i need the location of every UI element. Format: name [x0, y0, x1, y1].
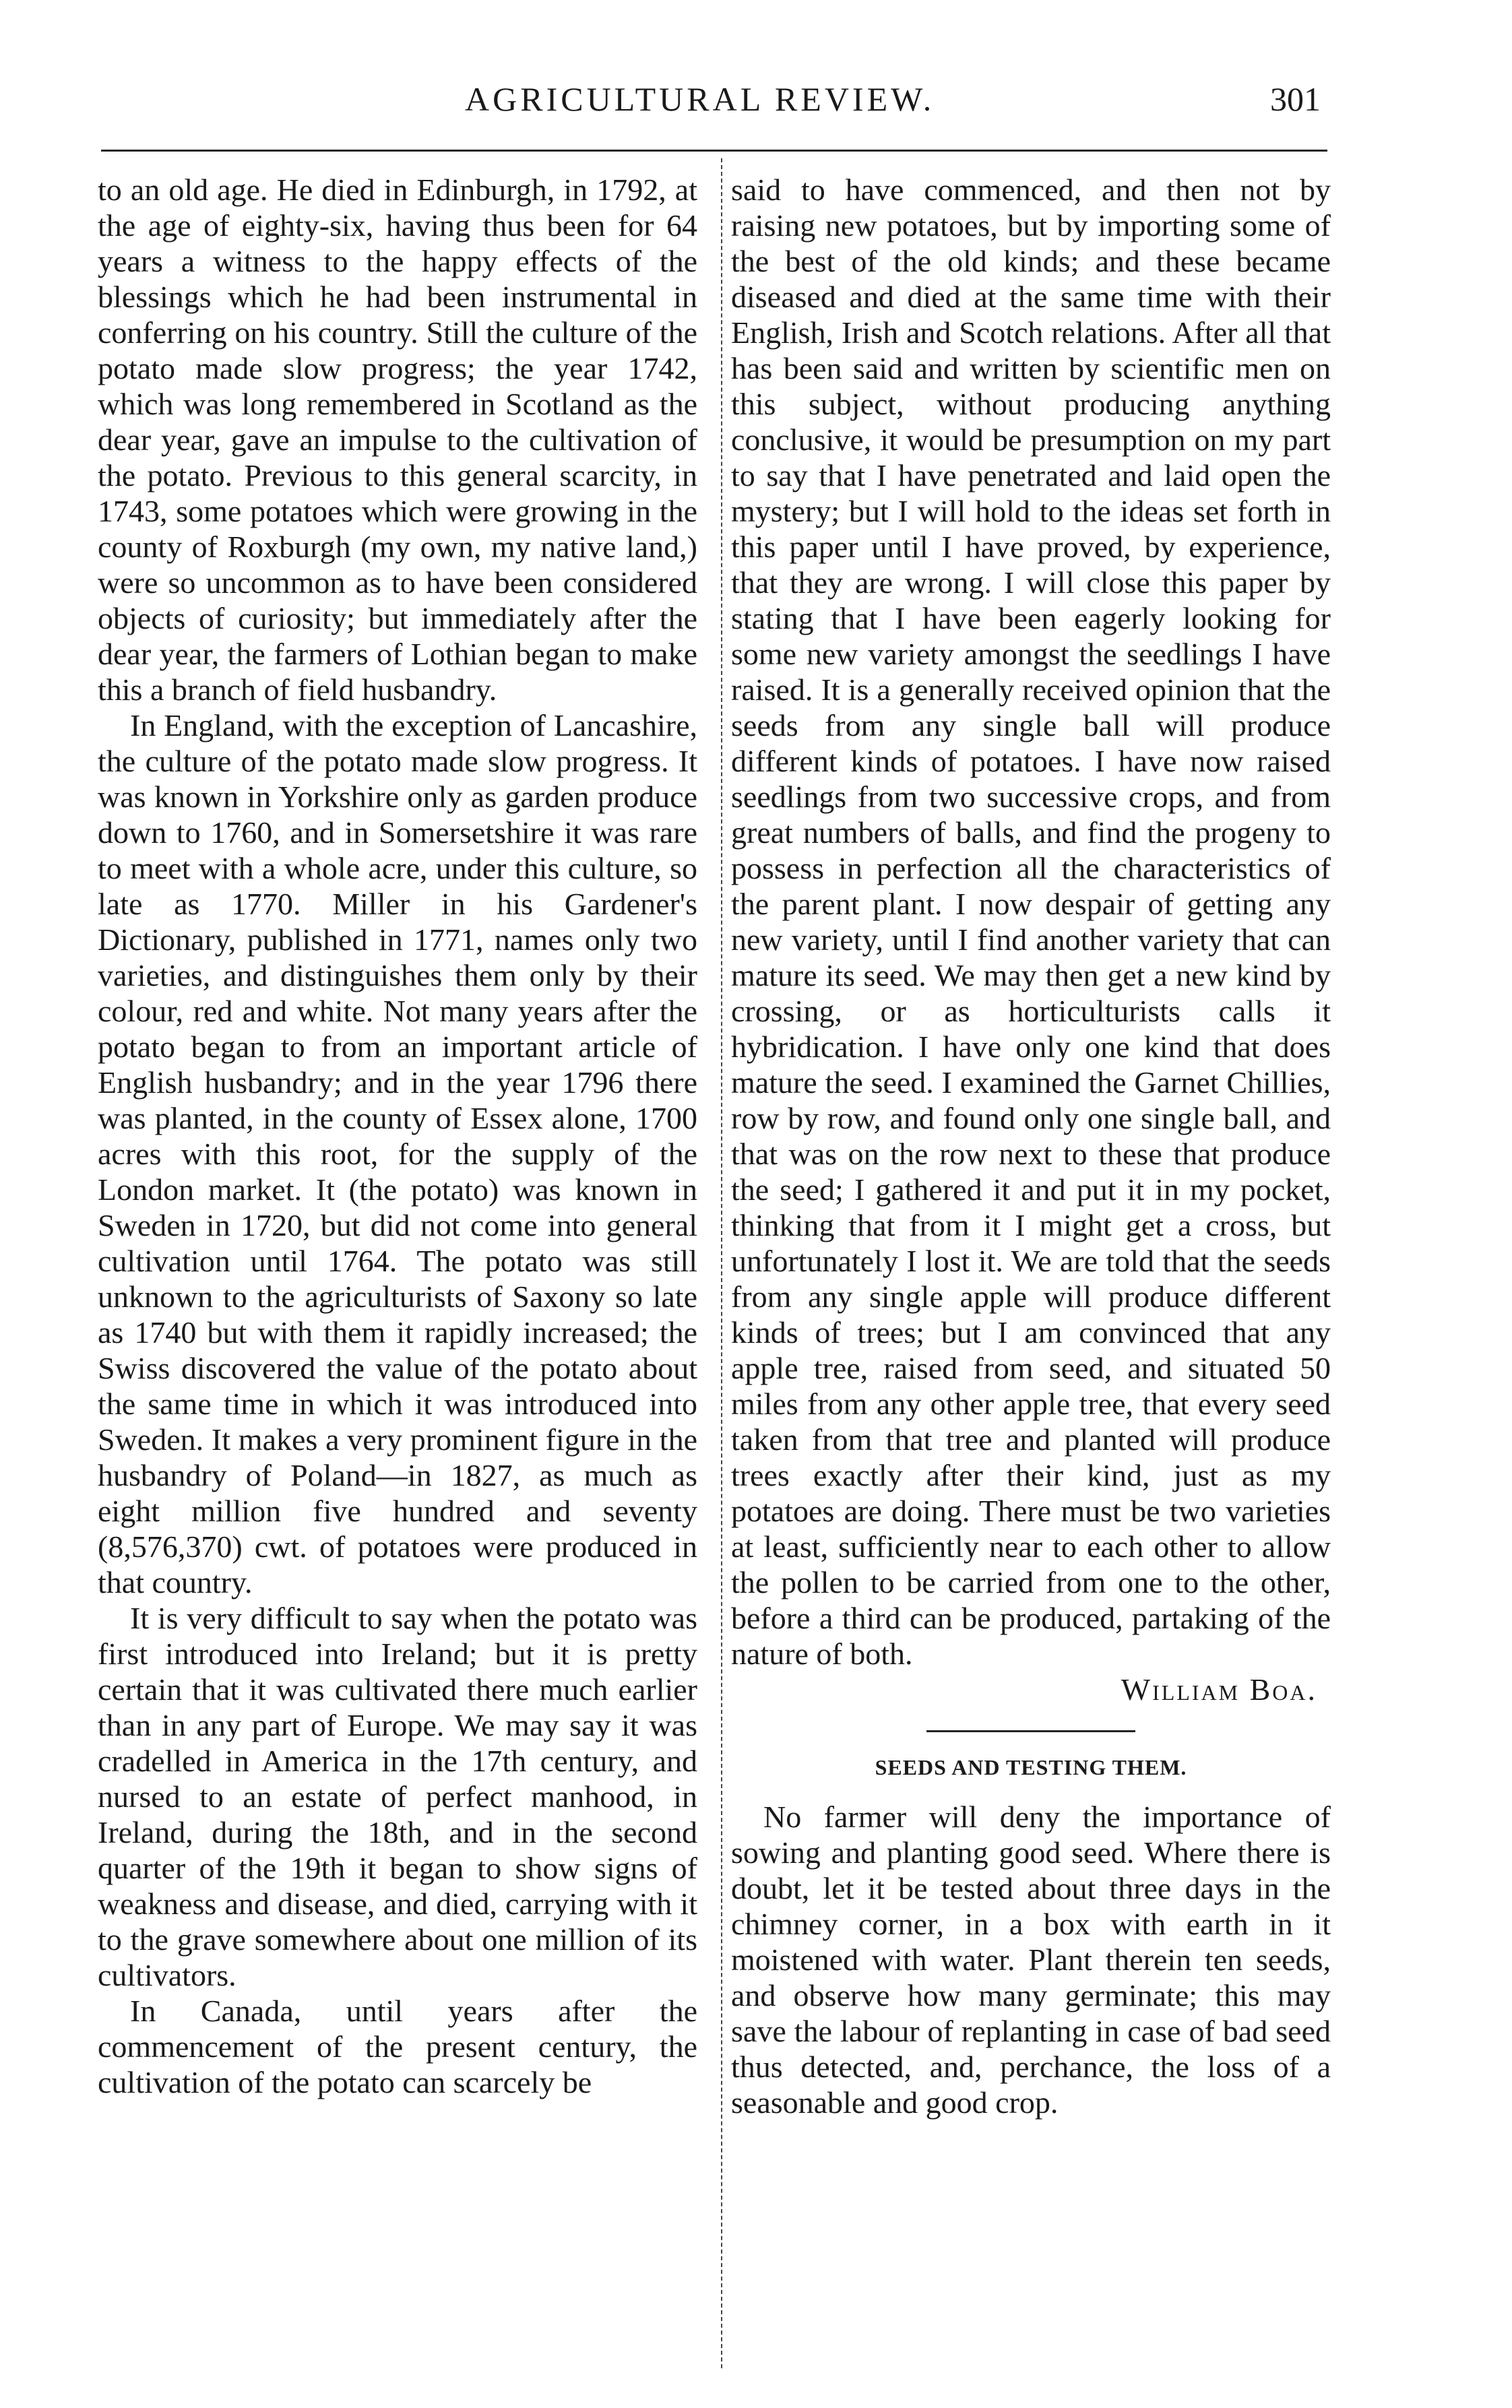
- column-divider: [721, 158, 722, 2368]
- paragraph: In England, with the exception of Lancashire, the culture of the potato made slow progress. It was known in Yorkshire only as garden produce down to 1760, and in Somersetshire it was rare to meet with a whole acre, under this culture, so late as 1770. Miller in his Gardener's Dictionary, published in 1771, names only two varieties, and distinguishes them only by their colour, red and white. Not many years after the potato began to from an important article of English husbandry; and in the year 1796 there was planted, in the county of Essex alone, 1700 acres with this root, for the supply of the London market. It (the potato) was known in Sweden in 1720, but did not come into general cultivation until 1764. The potato was still unknown to the agriculturists of Saxony so late as 1740 but with them it rapidly increased; the Swiss discovered the value of the potato about the same time in which it was introduced into Sweden. It makes a very prominent figure in the husbandry of Poland—in 1827, as much as eight million five hundred and seventy (8,576,370) cwt. of potatoes were produced in that country.: [98, 708, 697, 1599]
- page-header: [101, 80, 1327, 133]
- author-signature: William Boa.: [1121, 1672, 1317, 1707]
- paragraph: It is very difficult to say when the potato was first introduced into Ireland; but it is pretty certain that it was cultivated there much earlier than in any part of Europe. We may say it was cradelled in America in the 17th century, and nursed to an estate of perfect manhood, in Ireland, during the 18th, and in the second quarter of the 19th it began to show signs of weakness and disease, and died, carrying with it to the grave somewhere about one million of its cultivators.: [98, 1601, 697, 1992]
- section-heading: SEEDS AND TESTING THEM.: [875, 1755, 1187, 1779]
- paragraph: No farmer will deny the importance of sowing and planting good seed. Where there is doubt, let it be tested about three days in the chimney corner, in a box with earth in it moistened with water. Plant therein ten seeds, and observe how many germinate; this may save the labour of replanting in case of bad seed thus detected, and, perchance, the loss of a seasonable and good crop.: [731, 1800, 1331, 2120]
- paragraph: to an old age. He died in Edinburgh, in 1792, at the age of eighty-six, having thus been for 64 years a witness to the happy effects of the blessings which he had been instrumental in conferring on his country. Still the culture of the potato made slow progress; the year 1742, which was long remembered in Scotland as the dear year, gave an impulse to the cultivation of the potato. Previous to this general scarcity, in 1743, some potatoes which were growing in the county of Roxburgh (my own, my native land,) were so uncommon as to have been considered objects of curiosity; but immediately after the dear year, the farmers of Lothian began to make this a branch of field husbandry.: [98, 172, 697, 707]
- right-column: [731, 172, 1331, 2120]
- paragraph: said to have commenced, and then not by raising new potatoes, but by importing some of the best of the old kinds; and these became diseased and died at the same time with their English, Irish and Scotch relations. After all that has been said and written by scientific men on this subject, without producing anything conclusive, it would be presumption on my part to say that I have penetrated and laid open the mystery; but I will hold to the ideas set forth in this paper until I have proved, by experience, that they are wrong. I will close this paper by stating that I have been eagerly looking for some new variety amongst the seedlings I have raised. It is a generally received opinion that the seeds from any single ball will produce different kinds of potatoes. I have now raised seedlings from two successive crops, and from great numbers of balls, and find the progeny to possess in perfection all the characteristics of the parent plant. I now despair of getting any new variety, until I find another variety that can mature its seed. We may then get a new kind by crossing, or as horticulturists calls it hybridication. I have only one kind that does mature the seed. I examined the Garnet Chillies, row by row, and found only one single ball, and that was on the row next to these that produce the seed; I gathered it and put it in my pocket, thinking that from it I might get a cross, but unfortunately I lost it. We are told that the seeds from any single apple will produce different kinds of trees; but I am convinced that any apple tree, raised from seed, and situated 50 miles from any other apple tree, that every seed taken from that tree and planted will produce trees exactly after their kind, just as my potatoes are doing. There must be two varieties at least, sufficiently near to each other to allow the pollen to be carried from one to the other, before a third can be produced, partaking of the nature of both.: [731, 172, 1331, 1671]
- page-number: 301: [1270, 80, 1321, 118]
- header-rule: [101, 150, 1327, 152]
- running-head: AGRICULTURAL REVIEW.: [465, 80, 935, 118]
- paragraph: In Canada, until years after the commencement of the present century, the cultivation of the potato can scarcely be: [98, 1994, 697, 2099]
- section-divider: [926, 1730, 1135, 1732]
- left-column: [98, 172, 697, 2100]
